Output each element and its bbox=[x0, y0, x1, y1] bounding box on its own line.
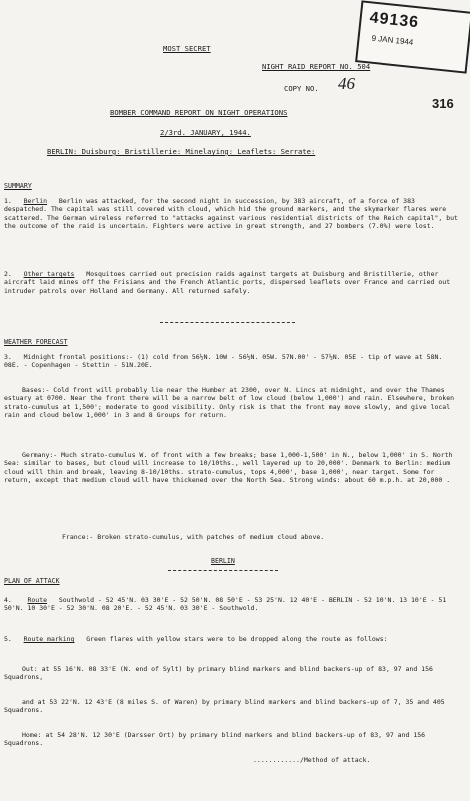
weather-france: France:- Broken strato-cumulus, with patches of medium cloud above. bbox=[62, 533, 325, 541]
copy-number-label: COPY NO. bbox=[284, 84, 323, 93]
weather-heading: WEATHER FORECAST bbox=[4, 338, 68, 346]
paragraph-5 bbox=[4, 635, 459, 643]
paragraph-1 bbox=[4, 197, 459, 230]
plan-heading: PLAN OF ATTACK bbox=[4, 577, 60, 585]
paragraph-2-text: Mosquitoes carried out precision raids against targets at Duisburg and Bristillerie, other aircraft laid mines off the Frisians and the French Atlantic ports, dispersed leaflets over France and carried out intruder patrols over Holland and Germany. All returned safely. bbox=[4, 270, 451, 295]
classification: MOST SECRET bbox=[163, 44, 211, 53]
paragraph-4-label: Route bbox=[27, 596, 48, 604]
copy-number-handwritten: 46 bbox=[338, 74, 355, 93]
paragraph-4-number: 4. bbox=[4, 596, 12, 604]
paragraph-3 bbox=[4, 353, 459, 370]
paragraph-1-text: Berlin was attacked, for the second night in succession, by 383 aircraft, of a force of 383 despatched. The capital was still covered with cloud, which hid the ground markers, and the skymarker flares were scattered. The German wireless referred to "attacks against various residential districts of the Reich capital", but the outcome of the raid is uncertain. Fighters were active in great strength, and 27 bombers (7.0%) were lost. bbox=[4, 197, 458, 230]
report-number: NIGHT RAID REPORT NO. 504 bbox=[262, 62, 371, 71]
route-marking-and: and at 53 22'N. 12 43'E (8 miles S. of Waren) by primary blind markers and blind backers-up of 7, 35 and 405 Squadrons. bbox=[4, 698, 445, 715]
paragraph-1-label: Berlin bbox=[23, 197, 48, 205]
report-date: 2/3rd. JANUARY, 1944. bbox=[160, 128, 251, 137]
paragraph-4 bbox=[4, 596, 459, 613]
route-marking-home: Home: at 54 28'N. 12 30'E (Darsser Ort) by primary blind markers and blind backers-up of 83, 97 and 156 Squadrons. bbox=[4, 731, 426, 748]
stamp-number: 49136 bbox=[368, 9, 420, 32]
paragraph-2-label: Other targets bbox=[23, 270, 75, 278]
continued-line: ............/Method of attack. bbox=[253, 756, 371, 764]
paragraph-4-text: Southwold - 52 45'N. 03 30'E - 52 50'N. 08 50'E - 53 25'N. 12 40'E - BERLIN - 52 10'N. 13 10'E - 51 50'N. 10 30'E - 52 30'N. 08 20'E. - 52 45'N. 03 30'E - Southwold. bbox=[4, 596, 447, 613]
paragraph-5-number: 5. bbox=[4, 635, 12, 643]
stamp-date: 9 JAN 1944 bbox=[371, 33, 414, 47]
paragraph-2-number: 2. bbox=[4, 270, 12, 278]
page-number: 316 bbox=[432, 96, 454, 111]
summary-heading: SUMMARY bbox=[4, 182, 32, 190]
archive-stamp bbox=[355, 0, 470, 73]
paragraph-3-text: Midnight frontal positions:- (1) cold from 56½N. 10W - 56½N. 05W. 57N.00' - 57½N. 05E - tip of wave at 58N. 08E. - Copenhagen - Stettin - 51N.20E. bbox=[4, 353, 443, 370]
paragraph-5-label: Route marking bbox=[23, 635, 75, 643]
route-marking-out: Out: at 55 16'N. 08 33'E (N. end of Sylt) by primary blind markers and blind backers-up of 83, 97 and 156 Squadrons, bbox=[4, 665, 433, 682]
paragraph-5-text: Green flares with yellow stars were to be dropped along the route as follows: bbox=[86, 635, 388, 643]
report-title: BOMBER COMMAND REPORT ON NIGHT OPERATIONS bbox=[110, 108, 288, 117]
berlin-heading: BERLIN bbox=[211, 557, 235, 565]
section-divider bbox=[160, 322, 295, 323]
weather-germany: Germany:- Much strato-cumulus W. of front with a few breaks; base 1,000-1,500' in N., below 1,000' in S. North Sea: similar to bases, but cloud will increase to 10/10ths., well layered up to 20,000'. Denmark to Berlin: medium cloud will thin and break, leaving 8-10/10ths. strato-cumulus, tops 4,000', base 1,000', near target. Some for return, except that medium cloud will have thickened over the North Sea. Strong winds: about 60 m.p.h. at 20,000 . bbox=[4, 451, 453, 484]
weather-bases: Bases:- Cold front will probably lie near the Humber at 2300, over N. Lincs at midnight, and over the Thames estuary at 0700. Near the front there will be a narrow belt of low cloud (below 1,000') and rain. Elsewhere, broken strato-cumulus at 1,500'; moderate to good visibility. Only risk is that the front may move slowly, and give local rain and cloud below 1,000' in 3 and 8 Groups for return. bbox=[4, 386, 455, 419]
paragraph-3-number: 3. bbox=[4, 353, 12, 361]
berlin-rule bbox=[168, 570, 278, 571]
target-list: BERLIN: Duisburg: Bristillerie: Minelaying: Leaflets: Serrate: bbox=[47, 147, 316, 156]
paragraph-2 bbox=[4, 270, 459, 295]
paragraph-1-number: 1. bbox=[4, 197, 12, 205]
